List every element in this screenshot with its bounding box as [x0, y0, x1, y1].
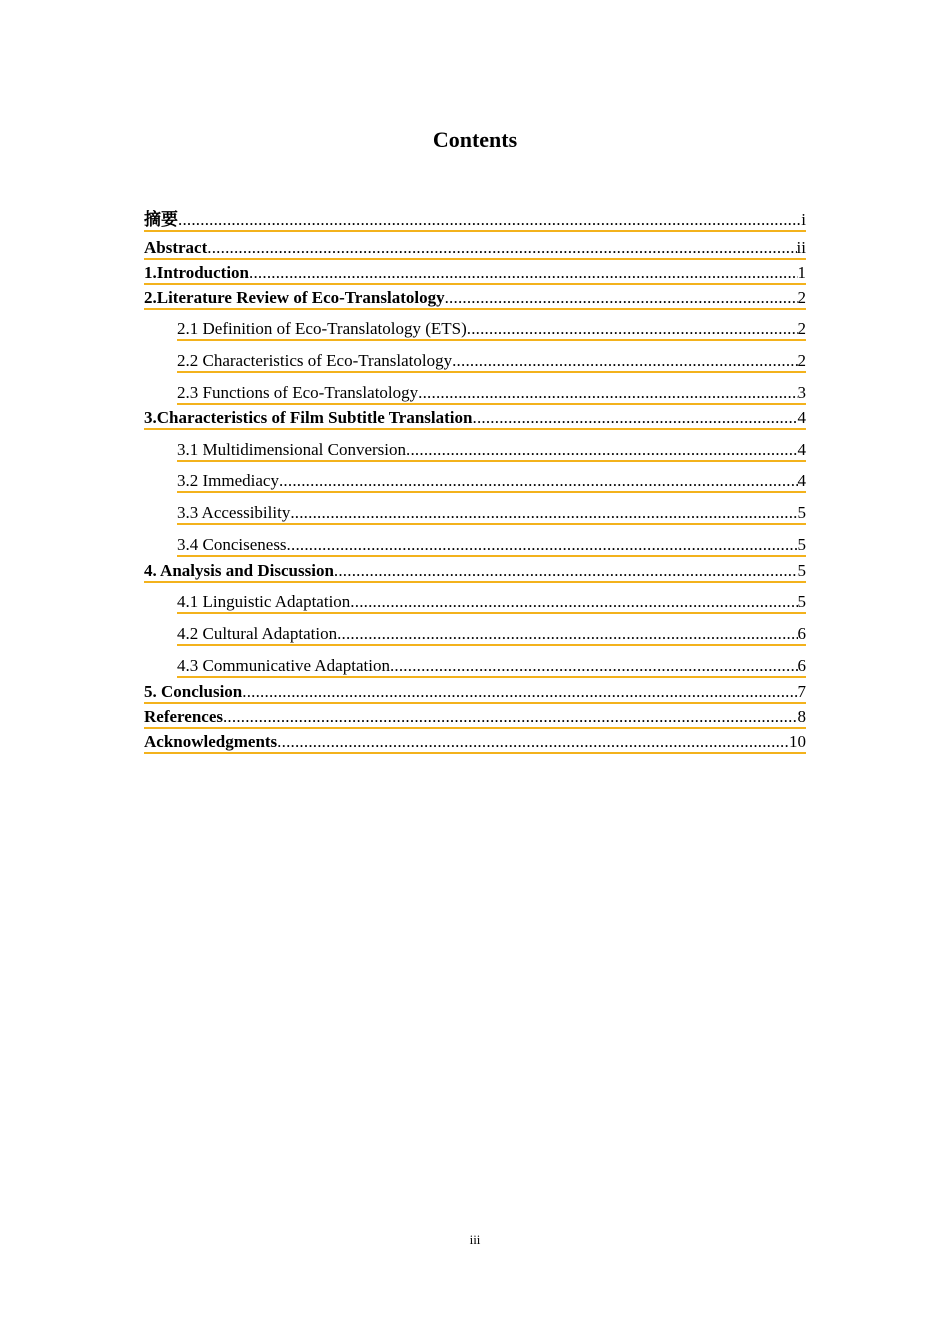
toc-page-number: 6 [797, 656, 806, 675]
toc-page-number: 2 [797, 288, 806, 307]
toc-entry-abstract-chinese[interactable] [144, 210, 806, 232]
toc-entry-literature-review[interactable] [144, 288, 806, 310]
toc-page-number: 5 [797, 592, 806, 611]
toc-dot-leader [406, 440, 797, 460]
toc-dot-leader [242, 682, 797, 702]
toc-entry-abstract[interactable] [144, 238, 806, 260]
toc-entry-label: 2.Literature Review of Eco-Translatology [144, 288, 445, 307]
toc-entry-label: 4.1 Linguistic Adaptation [177, 592, 351, 611]
toc-entry-label: 2.3 Functions of Eco-Translatology [177, 383, 419, 402]
toc-page-number: 4 [797, 471, 806, 490]
toc-entry-label: 2.2 Characteristics of Eco-Translatology [177, 351, 453, 370]
toc-entry-label: Acknowledgments [144, 732, 278, 751]
toc-dot-leader [287, 535, 798, 555]
toc-entry-label: Abstract [144, 238, 208, 257]
toc-page-number: 10 [789, 732, 806, 751]
toc-entry-label: 3.1 Multidimensional Conversion [177, 440, 407, 459]
toc-page-number: 8 [797, 707, 806, 726]
toc-entry-linguistic-adaptation[interactable] [177, 592, 806, 614]
toc-page-number: 6 [797, 624, 806, 643]
toc-entry-label: 3.3 Accessibility [177, 503, 291, 522]
toc-dot-leader [207, 238, 796, 258]
toc-dot-leader [350, 592, 797, 612]
toc-dot-leader [390, 656, 798, 676]
toc-entry-label: 4.3 Communicative Adaptation [177, 656, 390, 675]
page-number-footer: iii [469, 1232, 481, 1247]
toc-entry-conclusion[interactable] [144, 682, 806, 704]
toc-page-number: 3 [797, 383, 806, 402]
toc-entry-label: 3.4 Conciseness [177, 535, 287, 554]
toc-entry-accessibility[interactable] [177, 503, 806, 525]
toc-dot-leader [445, 288, 798, 308]
toc-page-number: ii [796, 238, 806, 257]
toc-dot-leader [452, 351, 797, 371]
toc-entry-conciseness[interactable] [177, 535, 806, 557]
toc-page-number: 4 [797, 408, 806, 427]
toc-page-number: 2 [797, 319, 806, 338]
toc-entry-multidimensional[interactable] [177, 440, 806, 462]
toc-dot-leader [223, 707, 798, 727]
toc-page-number: 2 [797, 351, 806, 370]
toc-entry-functions-ets[interactable] [177, 383, 806, 405]
toc-entry-label: 5. Conclusion [144, 682, 243, 701]
page-title: Contents [432, 127, 518, 152]
toc-entry-definition-ets[interactable] [177, 319, 806, 341]
toc-dot-leader [334, 561, 798, 581]
toc-entry-label: 3.Characteristics of Film Subtitle Translation [144, 408, 473, 427]
toc-entry-analysis-discussion[interactable] [144, 561, 806, 583]
toc-entry-immediacy[interactable] [177, 471, 806, 493]
toc-entry-introduction[interactable] [144, 263, 806, 285]
toc-entry-references[interactable] [144, 707, 806, 729]
toc-dot-leader [277, 732, 789, 752]
toc-page-number: 5 [797, 535, 806, 554]
toc-entry-communicative-adaptation[interactable] [177, 656, 806, 678]
toc-entry-label: References [144, 707, 223, 726]
toc-dot-leader [249, 263, 797, 283]
toc-entry-film-subtitle[interactable] [144, 408, 806, 430]
toc-entry-characteristics-ets[interactable] [177, 351, 806, 373]
toc-dot-leader [337, 624, 797, 644]
toc-dot-leader [467, 319, 798, 339]
toc-entry-label: 2.1 Definition of Eco-Translatology (ETS) [177, 319, 467, 338]
toc-dot-leader [290, 503, 797, 523]
toc-dot-leader [473, 408, 798, 428]
toc-dot-leader [178, 210, 801, 230]
toc-entry-label: 1.Introduction [144, 263, 250, 282]
toc-entry-label: 4. Analysis and Discussion [144, 561, 334, 580]
toc-entry-acknowledgments[interactable] [144, 732, 806, 754]
toc-dot-leader [279, 471, 798, 491]
toc-entry-cultural-adaptation[interactable] [177, 624, 806, 646]
toc-dot-leader [418, 383, 797, 403]
toc-entry-label: 3.2 Immediacy [177, 471, 279, 490]
toc-page-number: i [801, 210, 806, 229]
toc-page-number: 7 [797, 682, 806, 701]
toc-page-number: 1 [797, 263, 806, 282]
toc-page-number: 5 [797, 561, 806, 580]
toc-entry-label: 摘要 [144, 210, 178, 229]
toc-page-number: 4 [797, 440, 806, 459]
toc-entry-label: 4.2 Cultural Adaptation [177, 624, 338, 643]
toc-page-number: 5 [797, 503, 806, 522]
